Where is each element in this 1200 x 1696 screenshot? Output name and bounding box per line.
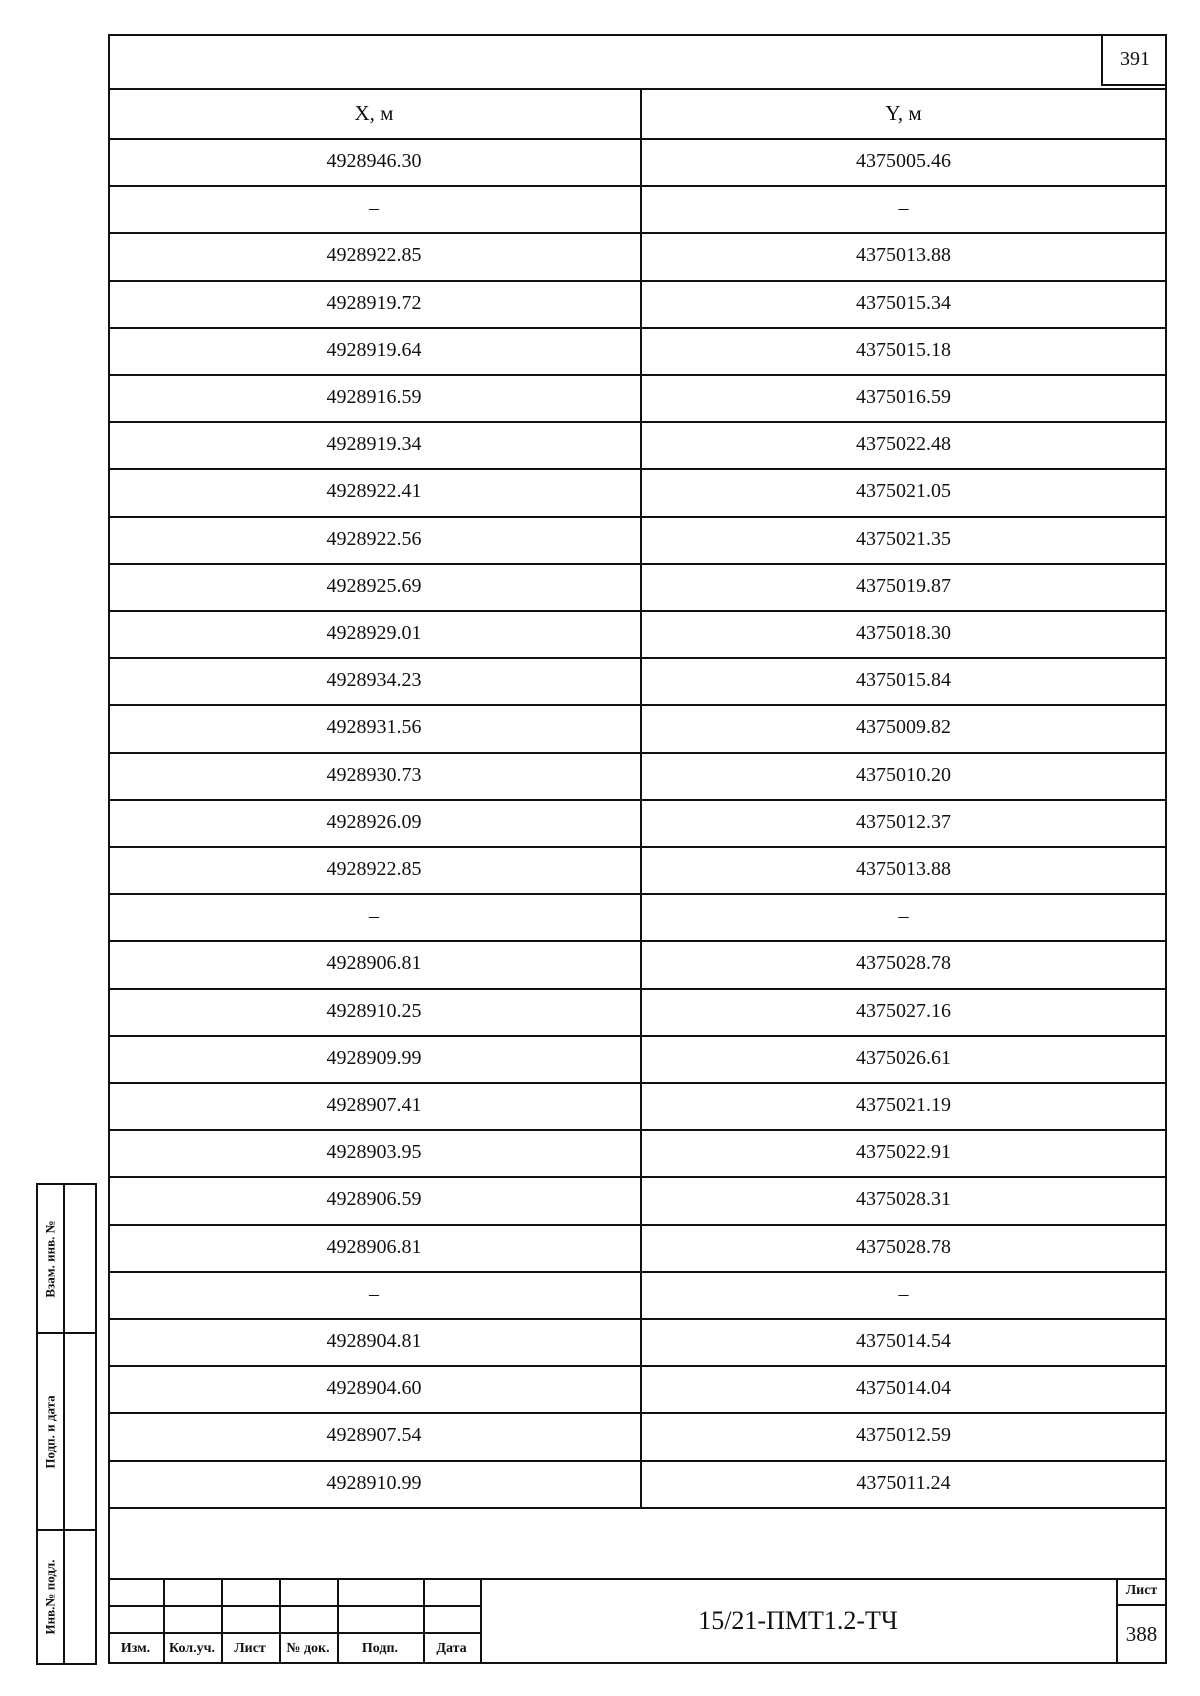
stamp-label-signature-date: Подп. и дата — [42, 1394, 58, 1469]
cell-y: 4375021.05 — [856, 480, 951, 503]
cell-y: 4375015.18 — [856, 338, 951, 361]
cell-x: 4928922.85 — [326, 858, 422, 881]
col-label-signature: Подп. — [361, 1641, 399, 1656]
table-row-line — [108, 1507, 1167, 1509]
cell-x: 4928919.72 — [326, 291, 422, 314]
cell-y: 4375010.20 — [856, 763, 951, 786]
cell-x: – — [369, 1282, 379, 1305]
cell-y: 4375009.82 — [856, 716, 951, 739]
col-label-list: Лист — [234, 1641, 266, 1656]
stamp-label-replacement: Взам. инв. № — [42, 1219, 58, 1298]
cell-x: 4928906.81 — [326, 952, 422, 975]
cell-y: 4375018.30 — [856, 622, 951, 645]
cell-x: 4928929.01 — [326, 622, 422, 645]
column-header-x: X, м — [354, 100, 394, 125]
cell-x: 4928904.60 — [326, 1377, 422, 1400]
cell-y: 4375028.31 — [856, 1188, 951, 1211]
cell-x: 4928926.09 — [326, 810, 422, 833]
cell-y: 4375027.16 — [856, 999, 951, 1022]
cell-y: 4375014.54 — [856, 1330, 951, 1353]
cell-y: 4375019.87 — [856, 574, 951, 597]
cell-y: 4375012.37 — [856, 810, 951, 833]
cell-x: 4928910.25 — [326, 999, 422, 1022]
cell-x: 4928906.81 — [326, 1235, 422, 1258]
page-number: 391 — [1101, 34, 1167, 86]
cell-y: 4375026.61 — [856, 1046, 951, 1069]
cell-x: 4928925.69 — [326, 574, 422, 597]
cell-x: 4928919.34 — [326, 433, 422, 456]
sheet-number: 388 — [1125, 1621, 1158, 1646]
cell-x: 4928907.41 — [326, 1094, 422, 1117]
column-header-y: Y, м — [885, 100, 922, 125]
document-code: 15/21-ПМТ1.2-ТЧ — [698, 1606, 898, 1635]
cell-y: 4375028.78 — [856, 952, 951, 975]
cell-x: 4928906.59 — [326, 1188, 422, 1211]
cell-y: 4375013.88 — [856, 244, 951, 267]
cell-y: 4375013.88 — [856, 858, 951, 881]
cell-x: – — [369, 197, 379, 220]
cell-x: 4928922.41 — [326, 480, 422, 503]
cell-x: 4928930.73 — [326, 763, 422, 786]
cell-y: – — [898, 197, 909, 220]
col-label-izm: Изм. — [120, 1641, 151, 1656]
cell-y: 4375016.59 — [856, 386, 951, 409]
cell-y: 4375012.59 — [856, 1424, 951, 1447]
cell-x: 4928922.85 — [326, 244, 422, 267]
cell-x: 4928946.30 — [326, 150, 422, 173]
col-label-doc-number: № док. — [286, 1641, 330, 1656]
cell-x: 4928919.64 — [326, 338, 422, 361]
cell-y: 4375015.84 — [856, 669, 951, 692]
cell-y: 4375014.04 — [856, 1377, 951, 1400]
cell-y: – — [898, 1282, 909, 1305]
cell-x: 4928916.59 — [326, 386, 422, 409]
cell-y: 4375021.35 — [856, 527, 951, 550]
cell-x: 4928903.95 — [326, 1141, 422, 1164]
cell-y: 4375015.34 — [856, 291, 951, 314]
cell-y: 4375022.48 — [856, 433, 951, 456]
cell-y: 4375005.46 — [856, 150, 951, 173]
cell-x: – — [369, 905, 379, 928]
cell-y: 4375021.19 — [856, 1094, 951, 1117]
col-label-kol-uch: Кол.уч. — [168, 1641, 216, 1656]
cell-x: 4928904.81 — [326, 1330, 422, 1353]
cell-y: 4375028.78 — [856, 1235, 951, 1258]
cell-y: 4375011.24 — [856, 1471, 951, 1494]
cell-x: 4928909.99 — [326, 1046, 422, 1069]
stamp-label-inventory: Инв.№ подл. — [42, 1559, 58, 1635]
cell-y: – — [898, 905, 909, 928]
cell-x: 4928931.56 — [326, 716, 422, 739]
cell-x: 4928934.23 — [326, 669, 422, 692]
cell-x: 4928907.54 — [326, 1424, 422, 1447]
col-label-date: Дата — [436, 1641, 467, 1656]
sheet-label: Лист — [1125, 1583, 1158, 1598]
cell-x: 4928910.99 — [326, 1471, 422, 1494]
cell-y: 4375022.91 — [856, 1141, 951, 1164]
cell-x: 4928922.56 — [326, 527, 422, 550]
